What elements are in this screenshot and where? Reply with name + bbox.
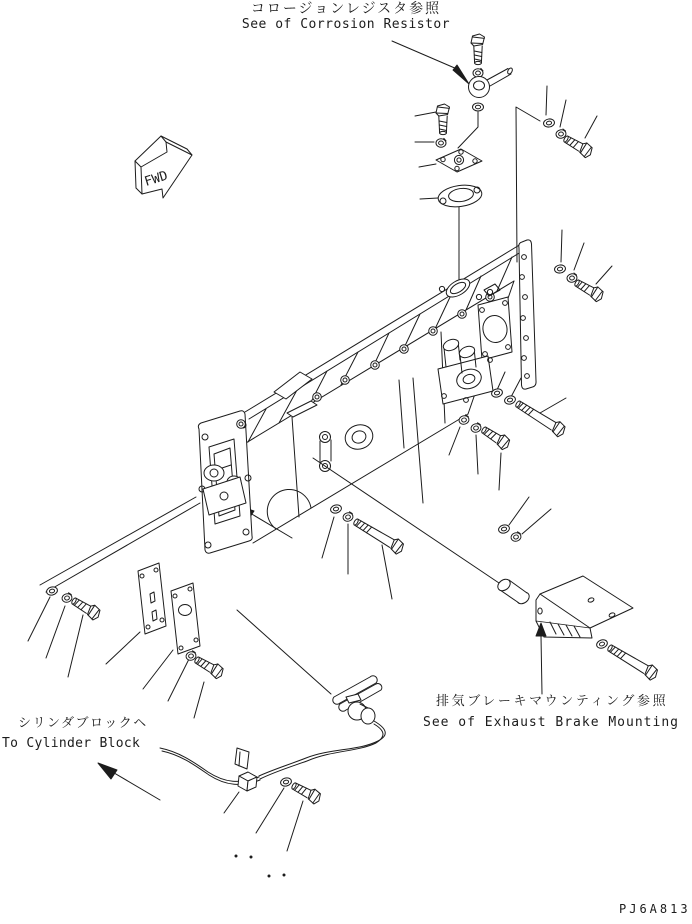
long-bolt (351, 515, 406, 556)
flat-washer (498, 524, 511, 535)
exhaust-brake-label-en: See of Exhaust Brake Mounting (423, 715, 679, 730)
spring-washer (342, 511, 354, 522)
sensor-cable (259, 721, 385, 776)
fastener-group-bottom-left (28, 586, 102, 677)
spring-washer (436, 138, 446, 147)
side-cover-plates (106, 563, 226, 718)
manifold-bolt-bosses (237, 293, 495, 429)
leader-line (458, 112, 478, 148)
long-bolt (605, 641, 660, 682)
temperature-sensor (346, 694, 375, 724)
arrowhead (453, 65, 469, 84)
cylinder-block-label-jp: シリンダブロックヘ (18, 716, 148, 731)
bolt (436, 104, 450, 135)
cover-plate (171, 583, 200, 654)
corrosion-resistor-label-en: See of Corrosion Resistor (241, 17, 451, 32)
harness-clip (235, 748, 249, 769)
cover-gasket (138, 563, 166, 634)
bolt (290, 779, 323, 805)
cylinder-block-label-en: To Cylinder Block (2, 736, 141, 751)
clamp-block (238, 772, 257, 791)
corrosion-resistor-label-jp: コロージョンレジスタ参照 (250, 1, 442, 17)
leader-line (392, 41, 457, 69)
spacer-sleeve (496, 577, 532, 606)
spring-washer (510, 531, 522, 542)
flat-washer (473, 103, 484, 111)
thermostat-gasket (478, 297, 512, 360)
fastener-group-top-right-1 (516, 86, 597, 262)
bolt (561, 132, 594, 159)
cylinder-block-pointer (98, 763, 160, 800)
flat-washer (46, 586, 59, 597)
fastener-group-spacer (313, 458, 551, 606)
flat-washer (504, 395, 517, 406)
flat-washer (554, 264, 566, 274)
bolt (471, 34, 485, 65)
arrowhead (98, 763, 117, 779)
cover-plate-square (419, 149, 482, 172)
fastener-group-top-right-2 (554, 230, 612, 303)
exhaust-brake-bracket-assembly (536, 576, 660, 694)
spring-washer (473, 68, 483, 77)
bolt (479, 423, 512, 451)
spring-washer (458, 414, 470, 425)
mounting-bracket (536, 576, 633, 638)
bolt (572, 276, 605, 303)
spring-washer (61, 592, 73, 603)
flat-washer (543, 118, 555, 128)
fwd-direction-arrow (135, 136, 192, 198)
drawing-number: PJ6A813 (619, 902, 691, 916)
spring-washer (470, 422, 482, 433)
fastener-group-middle (322, 504, 406, 599)
flat-washer (330, 504, 343, 515)
corrosion-resistor-assembly (392, 34, 513, 281)
flat-washer (280, 777, 293, 788)
manifold-end-gasket (519, 240, 536, 389)
fwd-label: FWD (142, 168, 170, 190)
bolt (192, 653, 225, 680)
leader-line (415, 112, 436, 116)
flat-washer (595, 638, 608, 649)
exhaust-brake-label-jp: 排気ブレーキマウンティング参照 (436, 694, 669, 709)
long-bolt (513, 397, 568, 438)
water-temp-sensor-assembly (160, 610, 385, 877)
gasket-oval (420, 183, 483, 210)
bolt (69, 594, 102, 621)
